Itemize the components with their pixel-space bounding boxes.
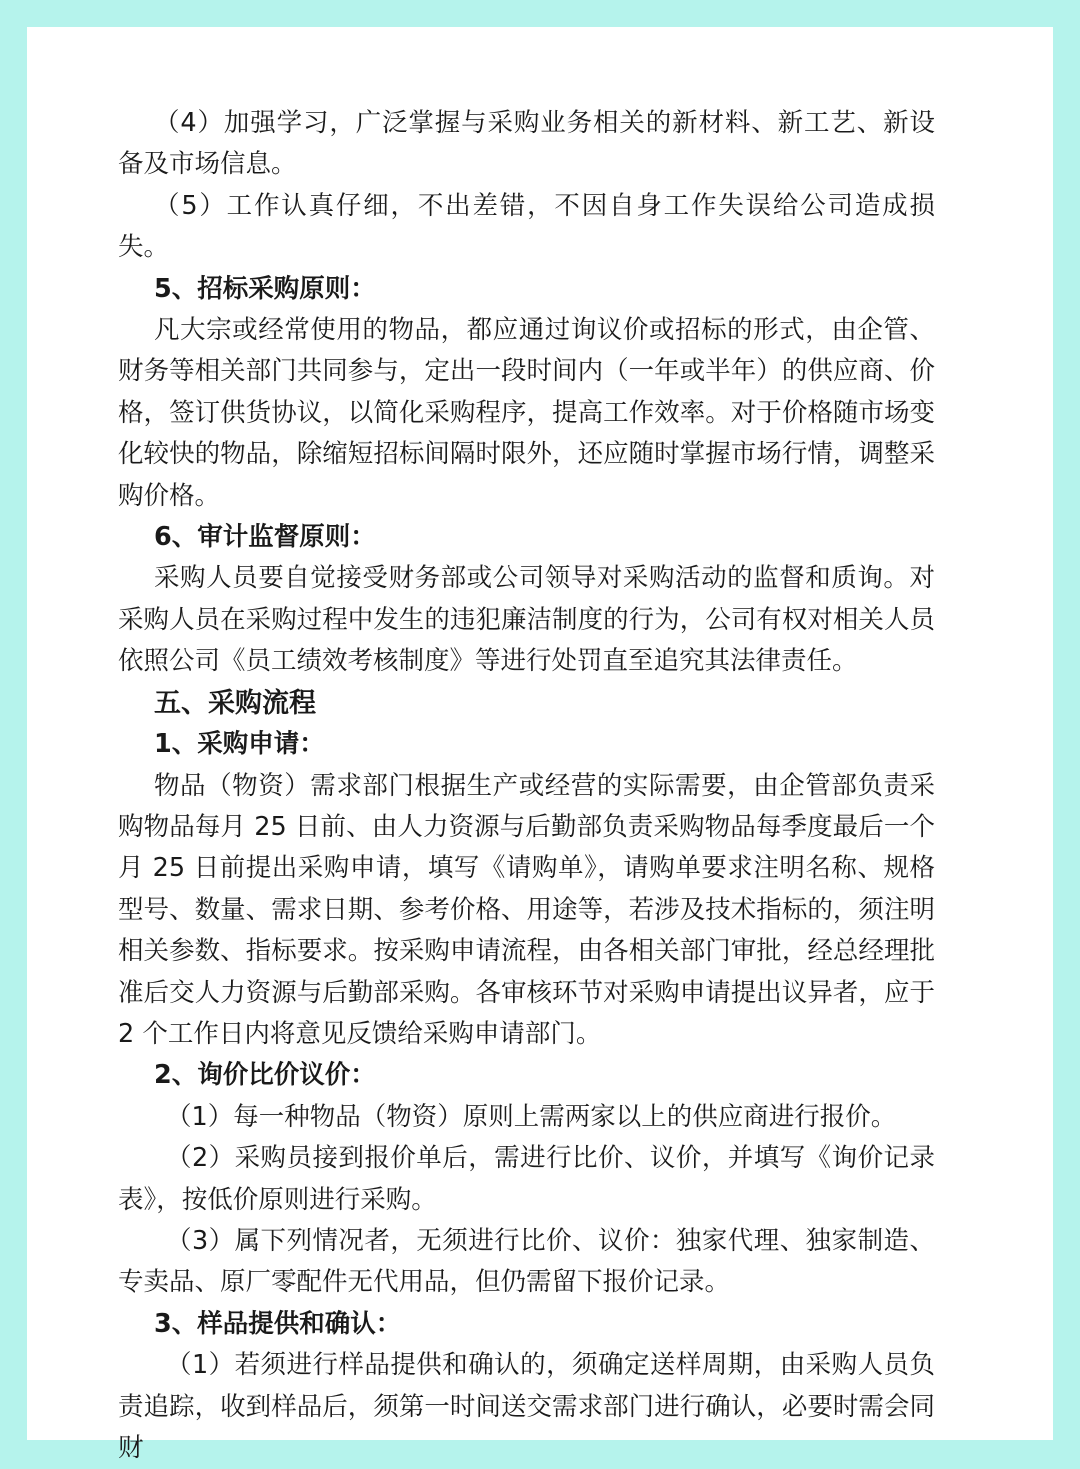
- heading-bidding-principle: 5、招标采购原则：: [154, 273, 376, 304]
- heading-purchase-request: 1、采购申请：: [154, 729, 325, 760]
- paragraph-purchase-request: 物品（物资）需求部门根据生产或经营的实际需要，由企管部负责采购物品每月 25 日前、由人力资源与后勤部负责采购物品每季度最后一个月 25 日前提出采购申请，填写《请购单》，请购单要求注明名称、规格型号、数量、需求日期、参考价格、用途等，若涉及技术指标的，须注明相关参数、指标要求。按采购申请流程，由各相关部门审批，经总经理批准后交人力资源与后勤部采购。各审核环节对采购申请提出议异者，应于 2 个工作日内将意见反馈给采购申请部门。: [118, 770, 935, 1049]
- document-page: [27, 27, 1053, 1463]
- paragraph-inquiry-2: （2）采购员接到报价单后，需进行比价、议价，并填写《询价记录表》，按低价原则进行采购。: [118, 1143, 935, 1215]
- heading-audit-principle: 6、审计监督原则：: [154, 522, 376, 553]
- paragraph-audit: 采购人员要自觉接受财务部或公司领导对采购活动的监督和质询。对采购人员在采购过程中发生的违犯廉洁制度的行为，公司有权对相关人员依照公司《员工绩效考核制度》等进行处罚直至追究其法律责任。: [118, 563, 935, 677]
- section-title-procurement-process: 五、采购流程: [154, 687, 316, 719]
- heading-sample-confirmation: 3、样品提供和确认：: [154, 1308, 402, 1339]
- paragraph-inquiry-1: （1）每一种物品（物资）原则上需两家以上的供应商进行报价。: [166, 1101, 897, 1132]
- paragraph-item-4: （4）加强学习，广泛掌握与采购业务相关的新材料、新工艺、新设备及市场信息。: [118, 108, 935, 180]
- paragraph-bidding: 凡大宗或经常使用的物品，都应通过询议价或招标的形式，由企管、财务等相关部门共同参与，定出一段时间内（一年或半年）的供应商、价格，签订供货协议，以简化采购程序，提高工作效率。对于价格随市场变化较快的物品，除缩短招标间隔时限外，还应随时掌握市场行情，调整采购价格。: [118, 315, 935, 511]
- paragraph-item-5: （5）工作认真仔细，不出差错，不因自身工作失误给公司造成损失。: [118, 190, 935, 263]
- paragraph-inquiry-3: （3）属下列情况者，无须进行比价、议价：独家代理、独家制造、专卖品、原厂零配件无代用品，但仍需留下报价记录。: [118, 1225, 935, 1298]
- paragraph-sample-1: （1）若须进行样品提供和确认的，须确定送样周期，由采购人员负责追踪，收到样品后，须第一时间送交需求部门进行确认，必要时需会同财: [118, 1350, 935, 1463]
- heading-price-inquiry: 2、询价比价议价：: [154, 1060, 376, 1091]
